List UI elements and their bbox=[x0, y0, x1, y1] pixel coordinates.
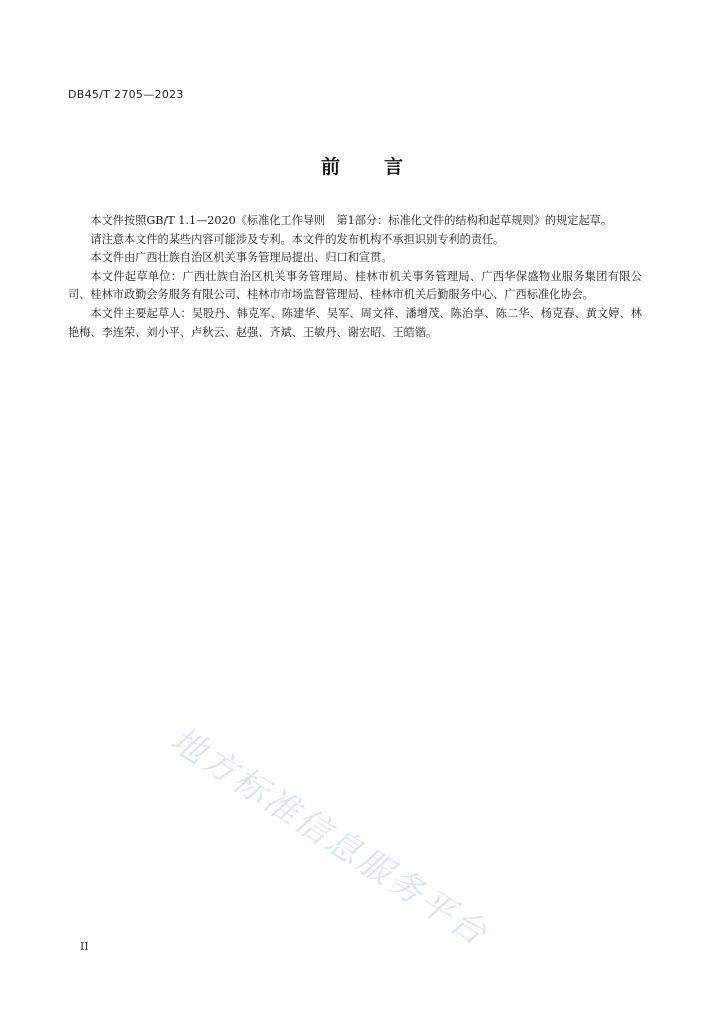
standard-code: DB45/T 2705—2023 bbox=[68, 88, 184, 101]
foreword-body bbox=[68, 212, 642, 342]
page-number: II bbox=[80, 940, 89, 953]
paragraph-proposer: 本文件由广西壮族自治区机关事务管理局提出、归口和宣贯。 bbox=[90, 251, 393, 265]
paragraph-patent-notice: 请注意本文件的某些内容可能涉及专利。本文件的发布机构不承担识别专利的责任。 bbox=[90, 232, 505, 246]
paragraph-drafting-basis: 本文件按照GB/T 1.1—2020《标准化工作导则 第1部分：标准化文件的结构和起草规则》的规定起草。 bbox=[90, 214, 613, 227]
paragraph-drafters: 本文件主要起草人：吴股丹、韩克军、陈建华、吴军、周文祥、潘增茂、陈治享、陈二华、杨克春、黄文婷、林艳梅、李连荣、刘小平、卢秋云、赵强、齐斌、王敏丹、谢宏昭、王皓锴。 bbox=[68, 306, 642, 339]
title-char-1: 前 bbox=[320, 156, 340, 178]
title-char-2: 言 bbox=[384, 156, 404, 178]
paragraph-drafting-units: 本文件起草单位：广西壮族自治区机关事务管理局、桂林市机关事务管理局、广西华保盛物业服务集团有限公司、桂林市政勤会务服务有限公司、桂林市市场监督管理局、桂林市机关后勤服务中心、广西标准化协会。 bbox=[68, 269, 642, 302]
page-title bbox=[0, 152, 724, 179]
watermark: 地方标准信息服务平台 bbox=[163, 719, 496, 955]
